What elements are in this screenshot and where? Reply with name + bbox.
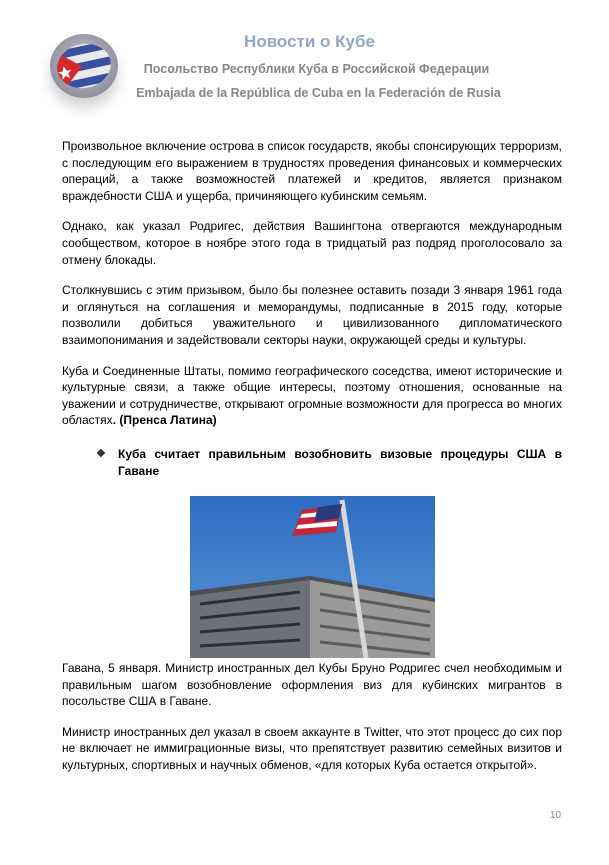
embassy-name-spanish: Embajada de la República de Cuba en la Federación de Rusia [136, 86, 501, 100]
article-body-continued [62, 138, 562, 443]
page-number: 10 [550, 810, 562, 821]
embassy-flag-photo [190, 496, 435, 658]
article-heading [96, 446, 562, 480]
paragraph-text: Куба и Соединенные Штаты, помимо географического соседства, имеют исторические и культурные связи, а также общие интересы, поэтому отношения, основанные на уважении и сотрудничестве, открывают огромные возможности для прогресса во многих областях [62, 363, 562, 428]
embassy-name-russian: Посольство Республики Куба в Российской Федерации [143, 62, 490, 76]
paragraph-last [62, 363, 562, 429]
article-heading-text: Куба считает правильным возобновить визовые процедуры США в Гаване [118, 447, 562, 478]
news-source: (Пренса Латина) [116, 413, 217, 428]
page-header [0, 0, 609, 130]
paragraph: Министр иностранных дел указал в своем аккаунте в Twitter, что этот процесс до сих пор не включает не иммиграционные визы, что препятствует развитию семейных визитов и культурных, спортивных и научных обменов, «для которых Куба остается открытой». [62, 724, 562, 772]
newsletter-title: Новости о Кубе [244, 32, 375, 51]
diamond-bullet-icon: ❖ [96, 448, 106, 460]
article-body [62, 660, 562, 788]
paragraph: Столкнувшись с этим призывом, было бы полезнее оставить позади 3 января 1961 года и оглянуться на соглашения и меморандумы, подписанные в 2015 году, которые позволили добиться уважительного и цивилизованного дипломатического взаимопонимания и задействовали секторы науки, окружающей среды и культуры. [62, 283, 562, 347]
paragraph: Однако, как указал Родригес, действия Вашингтона отвергаются международным сообществом, которое в ноябре этого года в тридцатый раз подряд проголосовало за отмену блокады. [62, 219, 562, 267]
paragraph-dot: . [112, 413, 117, 428]
paragraph: Гавана, 5 января. Министр иностранных дел Кубы Бруно Родригес счел необходимым и правильным шагом возобновление оформления виз для кубинских мигрантов в посольстве США в Гаване. [62, 661, 562, 709]
paragraph: Произвольное включение острова в список государств, якобы спонсирующих терроризм, с последующим его выражением в трудностях проведения финансовых и коммерческих операций, а также возможностей платежей и кредитов, является признаком враждебности США и ущерба, причиняющего кубинским семьям. [62, 139, 562, 203]
